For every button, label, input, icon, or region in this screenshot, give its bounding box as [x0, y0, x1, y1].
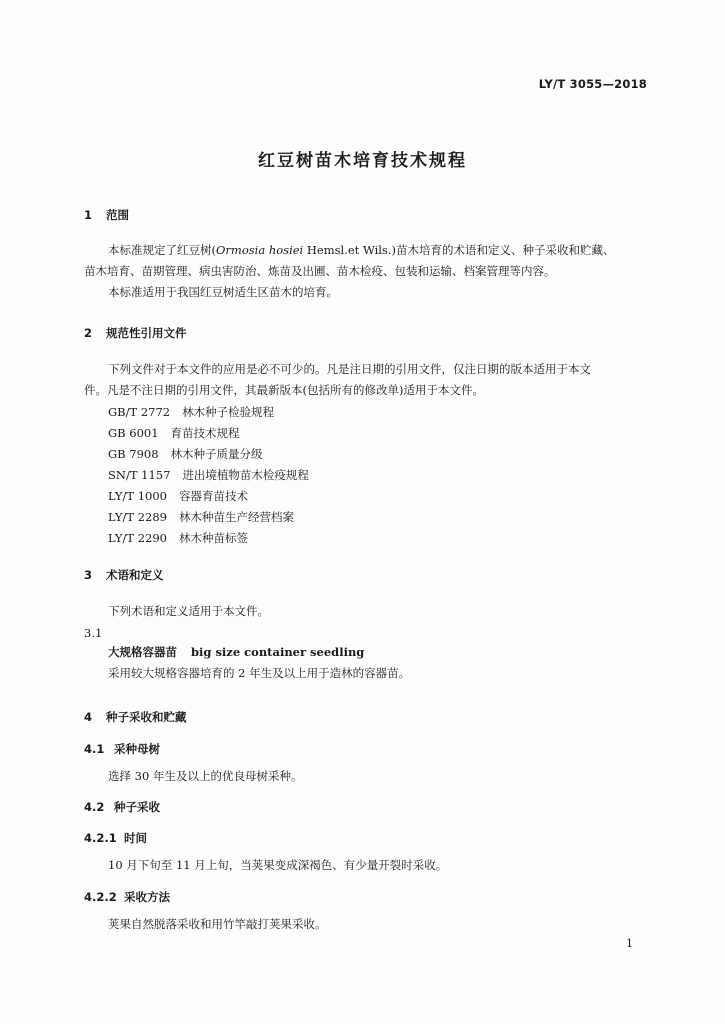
reference-code: SN/T 1157: [108, 468, 171, 482]
text-fragment: 本标准规定了红豆树(: [108, 243, 216, 257]
section-number: 1: [84, 208, 93, 222]
section-3-paragraph: 下列术语和定义适用于本文件。: [108, 604, 269, 618]
reference-name: 林木种苗标签: [178, 531, 248, 545]
section-title: 时间: [124, 831, 147, 845]
section-title: 种子采收和贮藏: [106, 710, 187, 724]
reference-item: [108, 488, 248, 504]
reference-name: 林木种子质量分级: [170, 447, 263, 461]
reference-code: GB/T 2772: [108, 405, 171, 419]
section-1-paragraph-1-line-2: 苗木培育、苗期管理、病虫害防治、炼苗及出圃、苗木检疫、包装和运输、档案管理等内容。: [84, 264, 556, 278]
section-4-1-text: 选择 30 年生及以上的优良母树采种。: [108, 769, 303, 783]
section-4-1-heading: [84, 741, 160, 757]
term-chinese: 大规格容器苗: [108, 645, 177, 659]
section-2-paragraph-line-1: 下列文件对于本文件的应用是必不可少的。凡是注日期的引用文件，仅注日期的版本适用于本文: [108, 362, 591, 376]
text-fragment: Hemsl.et Wils.)苗木培育的术语和定义、种子采收和贮藏、: [303, 243, 615, 257]
section-title: 范围: [106, 208, 129, 222]
reference-item: [108, 425, 240, 441]
section-title: 规范性引用文件: [106, 326, 187, 340]
section-title: 采收方法: [124, 890, 170, 904]
section-2-paragraph-line-2: 件。凡是不注日期的引用文件，其最新版本(包括所有的修改单)适用于本文件。: [84, 383, 484, 397]
reference-item: [108, 467, 309, 483]
reference-item: [108, 446, 263, 462]
section-3-heading: [84, 567, 164, 583]
page-number: 1: [626, 937, 633, 950]
latin-name: Ormosia hosiei: [216, 243, 304, 257]
section-number: 3: [84, 568, 93, 582]
reference-name: 林木种子检验规程: [182, 405, 275, 419]
reference-item: [108, 404, 274, 420]
term-title: [108, 644, 364, 660]
reference-name: 进出境植物苗木检疫规程: [182, 468, 309, 482]
reference-code: LY/T 2290: [108, 531, 167, 545]
reference-code: GB 6001: [108, 426, 159, 440]
term-number: 3.1: [84, 626, 103, 640]
section-number: 2: [84, 326, 93, 340]
reference-name: 容器育苗技术: [178, 489, 248, 503]
section-4-2-1-text: 10 月下旬至 11 月上旬，当荚果变成深褐色、有少量开裂时采收。: [108, 858, 448, 872]
document-title: 红豆树苗木培育技术规程: [258, 151, 467, 171]
section-4-2-heading: [84, 799, 160, 815]
reference-code: GB 7908: [108, 447, 159, 461]
section-number: 4.1: [84, 742, 105, 756]
section-1-paragraph-1-line-1: [108, 240, 614, 261]
standard-code: LY/T 3055—2018: [538, 77, 647, 91]
reference-item: [108, 509, 294, 525]
section-title: 种子采收: [114, 800, 160, 814]
section-number: 4: [84, 710, 93, 724]
section-4-2-1-heading: [84, 830, 147, 846]
reference-name: 育苗技术规程: [170, 426, 240, 440]
term-english: big size container seedling: [191, 645, 365, 659]
section-4-2-2-heading: [84, 889, 170, 905]
reference-code: LY/T 1000: [108, 489, 167, 503]
section-title: 术语和定义: [106, 568, 164, 582]
section-title: 采种母树: [114, 742, 160, 756]
section-4-heading: [84, 709, 187, 725]
section-number: 4.2.2: [84, 890, 117, 904]
section-1-paragraph-2: 本标准适用于我国红豆树适生区苗木的培育。: [108, 285, 338, 299]
reference-item: [108, 530, 248, 546]
section-number: 4.2: [84, 800, 105, 814]
section-4-2-2-text: 荚果自然脱落采收和用竹竿敲打荚果采收。: [108, 917, 327, 931]
term-definition: 采用较大规格容器培育的 2 年生及以上用于造林的容器苗。: [108, 666, 411, 680]
section-1-heading: [84, 207, 129, 223]
section-2-heading: [84, 325, 187, 341]
section-number: 4.2.1: [84, 831, 117, 845]
reference-code: LY/T 2289: [108, 510, 167, 524]
reference-name: 林木种苗生产经营档案: [178, 510, 294, 524]
